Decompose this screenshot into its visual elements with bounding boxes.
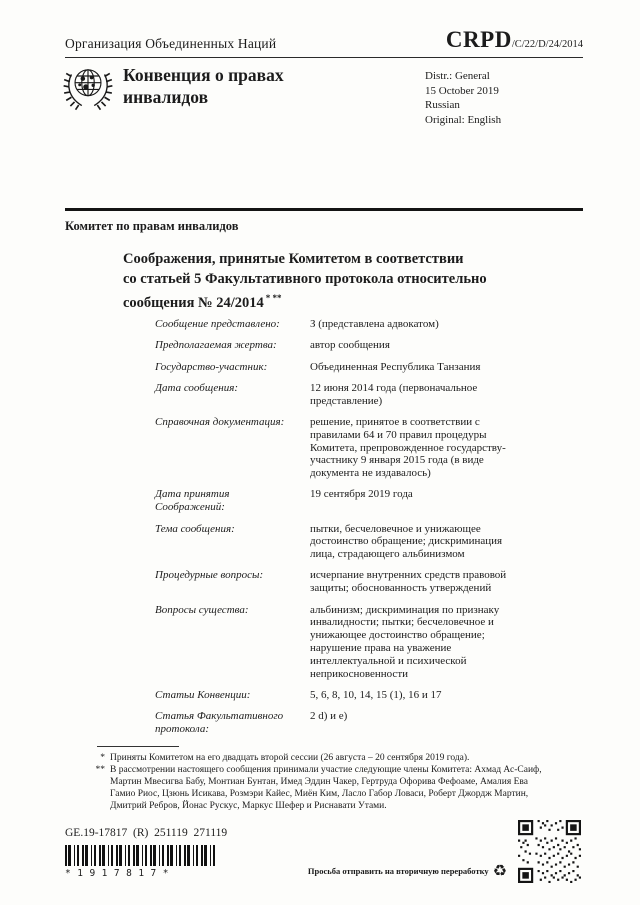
field-label: Дата принятия Соображений:	[155, 488, 230, 514]
fields-table	[155, 318, 515, 736]
document-symbol-suffix: /C/22/D/24/2014	[511, 39, 583, 50]
section-rule	[65, 208, 583, 211]
recycle-note	[235, 860, 507, 882]
decision-title-line: со статьей 5 Факультативного протокола относительно	[123, 270, 487, 287]
org-name: Организация Объединенных Наций	[65, 36, 277, 51]
field-label: Тема сообщения:	[155, 522, 235, 535]
field-value: З (представлена адвокатом)	[310, 318, 439, 330]
qr-code-icon	[518, 820, 581, 883]
field-value: 5, 6, 8, 10, 14, 15 (1), 16 и 17	[310, 688, 442, 701]
field-value: 19 сентября 2019 года	[310, 488, 413, 501]
field-label: Вопросы существа:	[155, 603, 249, 616]
title-footnote-marks: * **	[265, 293, 282, 303]
field-label: Процедурные вопросы:	[155, 569, 264, 582]
barcode-text: *1917817*	[65, 868, 175, 879]
field-value: пытки, бесчеловечное и унижающее достоинство обращение; дискриминация лица, страдающего альбинизмом	[310, 522, 503, 561]
decision-title-line: Соображения, принятые Комитетом в соответствии	[123, 251, 464, 267]
distr-line: Distr.: General	[425, 70, 490, 82]
distr-language: Russian	[425, 99, 460, 111]
field-value: 2 d) и e)	[310, 710, 348, 723]
barcode-icon	[65, 845, 215, 866]
footnotes	[79, 752, 549, 812]
field-value: Объединенная Республика Танзания	[310, 360, 481, 373]
decision-title	[123, 250, 487, 313]
field-label: Государство-участник:	[155, 360, 268, 373]
field-label: Статья Факультативного протокола:	[155, 710, 284, 735]
committee-heading: Комитет по правам инвалидов	[65, 219, 239, 233]
field-label: Дата сообщения:	[155, 381, 239, 394]
footnote-marker: **	[95, 765, 105, 775]
footnote-text: Приняты Комитетом на его двадцать второй сессии (26 августа – 20 сентября 2019 года).	[110, 753, 470, 763]
document-symbol-main: CRPD	[445, 27, 512, 52]
field-value: 12 июня 2014 года (первоначальное представление)	[310, 381, 478, 407]
footnote-separator	[97, 746, 179, 747]
field-label: Сообщение представлено:	[155, 318, 280, 330]
field-value: исчерпание внутренних средств правовой защиты; обоснованность утверждений	[310, 569, 507, 595]
field-value: автор сообщения	[310, 339, 390, 352]
distribution-block	[425, 69, 501, 127]
footnote-item	[79, 764, 549, 812]
footnote-marker: *	[100, 753, 105, 763]
distr-date: 15 October 2019	[425, 84, 499, 97]
field-value: решение, принятое в соответствии с правилами 64 и 70 правил процедуры Комитета, препровожденное государству-участнику 9 января 2015 года (в виде документа не издавалось)	[310, 415, 506, 480]
field-label: Справочная документация:	[155, 415, 285, 428]
recycle-note-text: Просьба отправить на вторичную переработку	[307, 866, 489, 876]
footnote-item	[79, 752, 549, 764]
un-emblem-icon	[61, 62, 115, 118]
recycle-icon: ♻	[492, 861, 507, 880]
distr-original: Original: English	[425, 113, 502, 126]
field-value: альбинизм; дискриминация по признаку инвалидности; пытки; бесчеловечное и унижающее достоинство обращение; нарушение права на уважение интеллектуальной и психической неприкосновенности	[310, 603, 500, 680]
footnote-text: В рассмотрении настоящего сообщения принимали участие следующие члены Комитета: Ахмад Ас-Саиф, Мартин Мвесигва Бабу, Монтиан Бунтан, Имед Эддин Чакер, Гертруда Офорива Фефоаме, Амалия Ева Гамио Риос, Цзюнь Исикава, Розмэри Кайес, Миён Ким, Ласло Габор Ловаси, Роберт Джордж Мартин, Дмитрий Ребров, Йонас Рускус, Маркус Шефер и Риснавати Утами.	[110, 765, 542, 811]
header-rule	[65, 57, 583, 58]
field-label: Статьи Конвенции:	[155, 688, 251, 701]
treaty-title: Конвенция о правах инвалидов	[123, 65, 284, 107]
ge-number: GE.19-17817 (R) 251119 271119	[65, 827, 228, 839]
decision-title-line: сообщения № 24/2014 * **	[123, 293, 282, 311]
field-label: Предполагаемая жертва:	[155, 339, 277, 352]
barcode	[65, 845, 215, 879]
document-symbol	[446, 27, 583, 53]
